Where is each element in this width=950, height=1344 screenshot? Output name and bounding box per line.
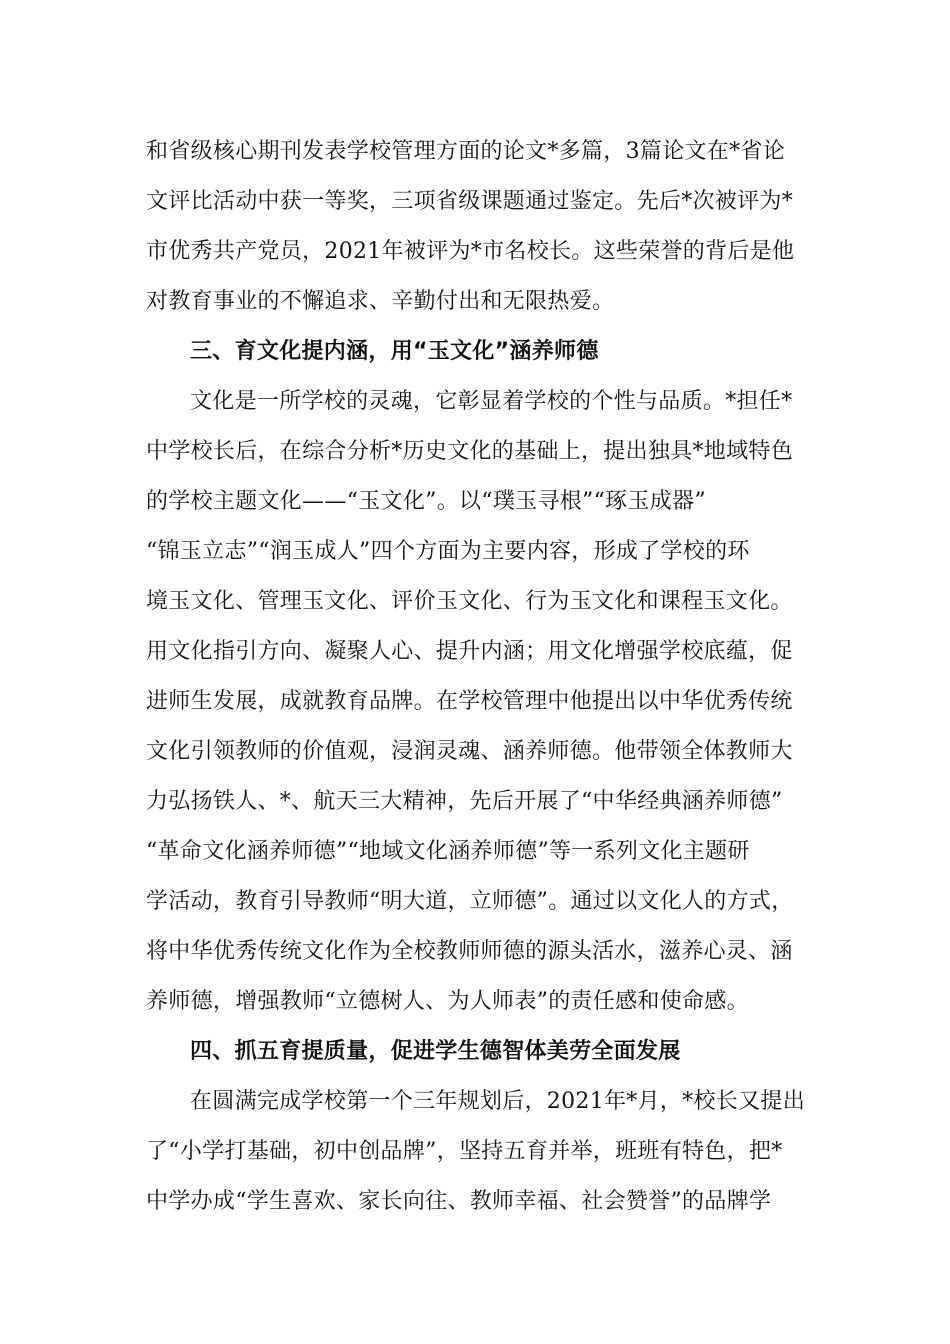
body-text-line: 学活动，教育引导教师“明大道，立师德”。通过以文化人的方式， (146, 889, 794, 914)
section-heading-4: 四、抓五育提质量，促进学生德智体美劳全面发展 (190, 1039, 681, 1064)
body-text-line: 文化引领教师的价值观，浸润灵魂、涵养师德。他带领全体教师大 (146, 739, 793, 764)
body-text-line: 力弘扬铁人、*、航天三大精神，先后开展了“中华经典涵养师德” (146, 789, 783, 814)
body-text-line: “锦玉立志”“润玉成人”四个方面为主要内容，形成了学校的环 (146, 539, 750, 564)
body-text-line: 用文化指引方向、凝聚人心、提升内涵；用文化增强学校底蕴，促 (146, 639, 793, 664)
body-text-line: 文评比活动中获一等奖，三项省级课题通过鉴定。先后*次被评为* (146, 189, 794, 214)
body-text-line: “革命文化涵养师德”“地域文化涵养师德”等一系列文化主题研 (146, 839, 750, 864)
body-text-line: 的学校主题文化——“玉文化”。以“璞玉寻根”“琢玉成器” (146, 489, 706, 514)
section-heading-3: 三、育文化提内涵，用“玉文化”涵养师德 (190, 339, 599, 364)
body-text-line: 境玉文化、管理玉文化、评价玉文化、行为玉文化和课程玉文化。 (146, 589, 793, 614)
paragraph-first-line: 在圆满完成学校第一个三年规划后，2021年*月，*校长又提出 (190, 1089, 805, 1114)
body-text-line: 对教育事业的不懈追求、辛勤付出和无限热爱。 (146, 289, 615, 314)
body-text-line: 将中华优秀传统文化作为全校教师师德的源头活水，滋养心灵、涵 (146, 939, 793, 964)
body-text-line: 养师德，增强教师“立德树人、为人师表”的责任感和使命感。 (146, 989, 749, 1014)
paragraph-first-line: 文化是一所学校的灵魂，它彰显着学校的个性与品质。*担任* (190, 389, 793, 414)
body-text-line: 中学办成“学生喜欢、家长向往、教师幸福、社会赞誉”的品牌学 (146, 1189, 772, 1214)
body-text-line: 和省级核心期刊发表学校管理方面的论文*多篇，3篇论文在*省论 (146, 139, 785, 164)
body-text-line: 市优秀共产党员，2021年被评为*市名校长。这些荣誉的背后是他 (146, 239, 795, 264)
body-text-line: 中学校长后，在综合分析*历史文化的基础上，提出独具*地域特色 (146, 439, 794, 464)
body-text-line: 了“小学打基础，初中创品牌”，坚持五育并举，班班有特色，把* (146, 1139, 783, 1164)
body-text-line: 进师生发展，成就教育品牌。在学校管理中他提出以中华优秀传统 (146, 689, 793, 714)
